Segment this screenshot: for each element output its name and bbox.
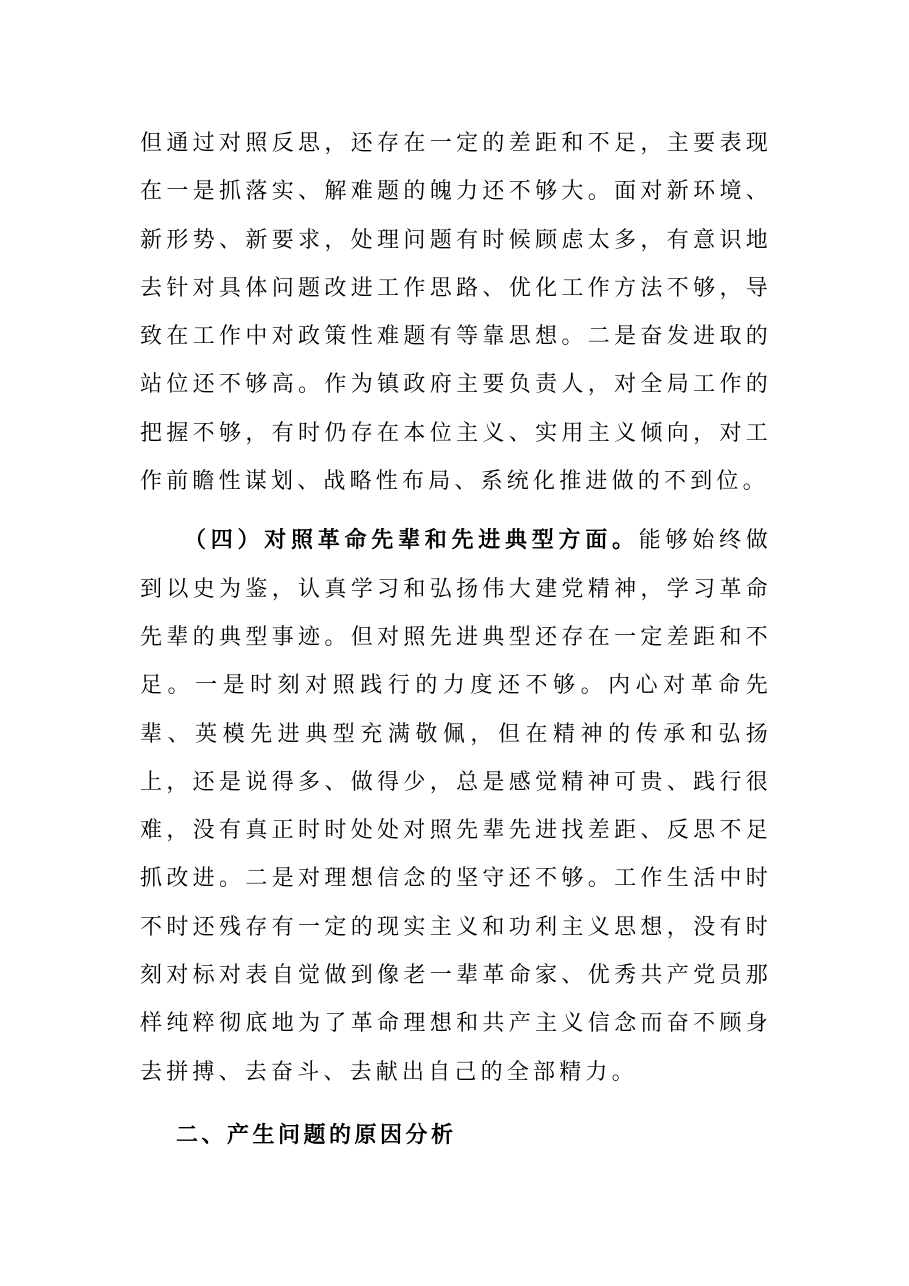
section-two-heading: 二、产生问题的原因分析: [176, 1121, 457, 1148]
section-four-heading: （四）对照革命先辈和先进典型方面。: [184, 527, 639, 554]
paragraph-2-text: 能够始终做到以史为鉴，认真学习和弘扬伟大建党精神，学习革命先辈的典型事迹。但对照先进典型还存在一定差距和不足。一是时刻对照践行的力度还不够。内心对革命先辈、英模先进典型充满敬佩，但在精神的传承和弘扬上，还是说得多、做得少，总是感觉精神可贵、践行很难，没有真正时时处处对照先辈先进找差距、反思不足抓改进。二是对理想信念的坚守还不够。工作生活中时不时还残存有一定的现实主义和功利主义思想，没有时刻对标对表自觉做到像老一辈革命家、优秀共产党员那样纯粹彻底地为了革命理想和共产主义信念而奋不顾身去拼搏、去奋斗、去献出自己的全部精力。: [140, 528, 772, 1085]
paragraph-2: [140, 516, 772, 1097]
document-body: [140, 120, 772, 1159]
paragraph-1: [140, 120, 772, 506]
paragraph-1-text: 但通过对照反思，还存在一定的差距和不足，主要表现在一是抓落实、解难题的魄力还不够大。面对新环境、新形势、新要求，处理问题有时候顾虑太多，有意识地去针对具体问题改进工作思路、优化工作方法不够，导致在工作中对政策性难题有等靠思想。二是奋发进取的站位还不够高。作为镇政府主要负责人，对全局工作的把握不够，有时仍存在本位主义、实用主义倾向，对工作前瞻性谋划、战略性布局、系统化推进做的不到位。: [140, 131, 772, 495]
